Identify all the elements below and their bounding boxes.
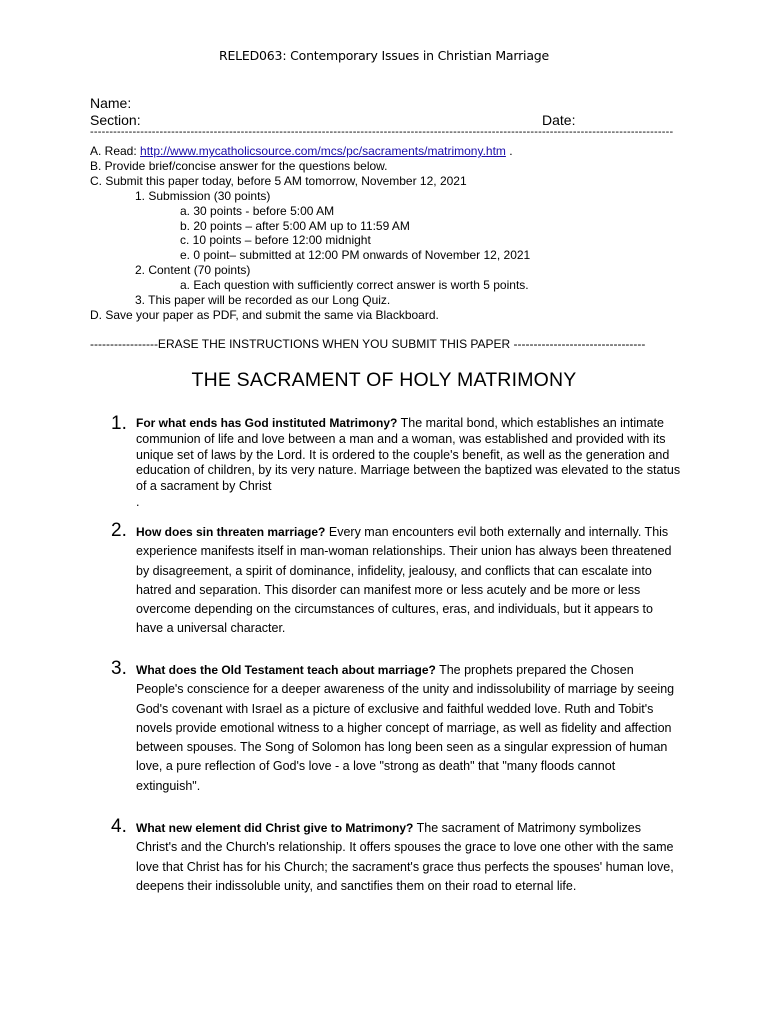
instructions-block — [90, 144, 690, 323]
answer-text: The prophets prepared the Chosen People's conscience for a deeper awareness of the unity and indissolubility of marriage by seeing God's covenant with Israel as a picture of exclusive and faithful wedded love. Ruth and Tobit's novels provide emotional witness to a higher concept of marriage, as well as fidelity and affection between spouses. The Song of Solomon has long been seen as a singular expression of human love, a pure reflection of God's love - a love "strong as death" that "many floods cannot extinguish". — [136, 663, 675, 793]
instruction-c1a: a. 30 points - before 5:00 AM — [180, 203, 335, 218]
instruction-c: C. Submit this paper today, before 5 AM tomorrow, November 12, 2021 — [90, 173, 467, 188]
question-number: 4. — [111, 816, 127, 837]
date-label: Date: — [542, 112, 576, 128]
instruction-c2: 2. Content (70 points) — [135, 263, 251, 278]
question-text: How does sin threaten marriage? — [136, 525, 326, 539]
question-body — [136, 416, 681, 511]
instruction-c1e: e. 0 point– submitted at 12:00 PM onwards of November 12, 2021 — [180, 248, 531, 263]
question-number: 3. — [111, 658, 127, 679]
question-body — [136, 819, 681, 896]
answer-text: Every man encounters evil both externally and internally. This experience manifests itself in man-woman relationships. Their union has always been threatened by disagreement, a spirit of dominance, infidelity, jealousy, and conflicts that can escalate into hatred and separation. This disorder can manifest more or less acutely and be more or less overcome depending on the circumstances of cultures, eras, and individuals, but it appears to have a universal character. — [136, 525, 672, 636]
erase-notice: -----------------ERASE THE INSTRUCTIONS WHEN YOU SUBMIT THIS PAPER --------------------------------- — [90, 337, 646, 351]
answer-text: The marital bond, which establishes an intimate communion of life and love between a man and a woman, was established and provided with its unique set of laws by the Lord. It is ordered to the couple's benefit, as well as the generation and education of children, by its very nature. Marriage between the baptized was elevated to the status of a sacrament by Christ — [136, 416, 681, 494]
instruction-a — [90, 144, 690, 159]
instruction-c1b: b. 20 points – after 5:00 AM up to 11:59 AM — [180, 218, 410, 233]
instruction-a-suffix: . — [505, 144, 513, 158]
instruction-c3: 3. This paper will be recorded as our Long Quiz. — [135, 293, 391, 308]
matrimony-link[interactable]: http://www.mycatholicsource.com/mcs/pc/sacraments/matrimony.htm — [140, 144, 506, 158]
answer-trailing: . — [136, 494, 140, 509]
instruction-b: B. Provide brief/concise answer for the questions below. — [90, 158, 388, 173]
instruction-d: D. Save your paper as PDF, and submit the same via Blackboard. — [90, 307, 439, 322]
divider-line: ------------------------------------------------------------------------------------------------------------------------------------------------------- — [90, 127, 674, 137]
question-number: 1. — [111, 413, 127, 434]
question-item — [111, 520, 681, 639]
course-title: RELED063: Contemporary Issues in Christian Marriage — [218, 48, 550, 63]
answer-text: The sacrament of Matrimony symbolizes Christ's and the Church's relationship. It offers spouses the grace to love one other with the same love that Christ has for his Church; the sacrament's grace thus perfects the spouses' human love, deepens their indissoluble unity, and sanctifies them on their road to eternal life. — [136, 821, 674, 893]
section-label: Section: — [90, 112, 141, 128]
main-title: THE SACRAMENT OF HOLY MATRIMONY — [191, 369, 577, 391]
question-item — [111, 816, 681, 896]
question-text: What new element did Christ give to Matrimony? — [136, 821, 414, 835]
instruction-c1c: c. 10 points – before 12:00 midnight — [180, 233, 371, 248]
question-body — [136, 523, 681, 639]
name-label: Name: — [90, 95, 132, 111]
question-text: What does the Old Testament teach about marriage? — [136, 663, 436, 677]
instruction-c2a: a. Each question with sufficiently correct answer is worth 5 points. — [180, 278, 529, 293]
instruction-c1: 1. Submission (30 points) — [135, 188, 271, 203]
question-number: 2. — [111, 520, 127, 541]
question-item — [111, 413, 681, 511]
instruction-a-prefix: A. Read: — [90, 144, 141, 158]
question-text: For what ends has God instituted Matrimony? — [136, 416, 398, 430]
question-body — [136, 661, 681, 796]
question-item — [111, 658, 681, 796]
